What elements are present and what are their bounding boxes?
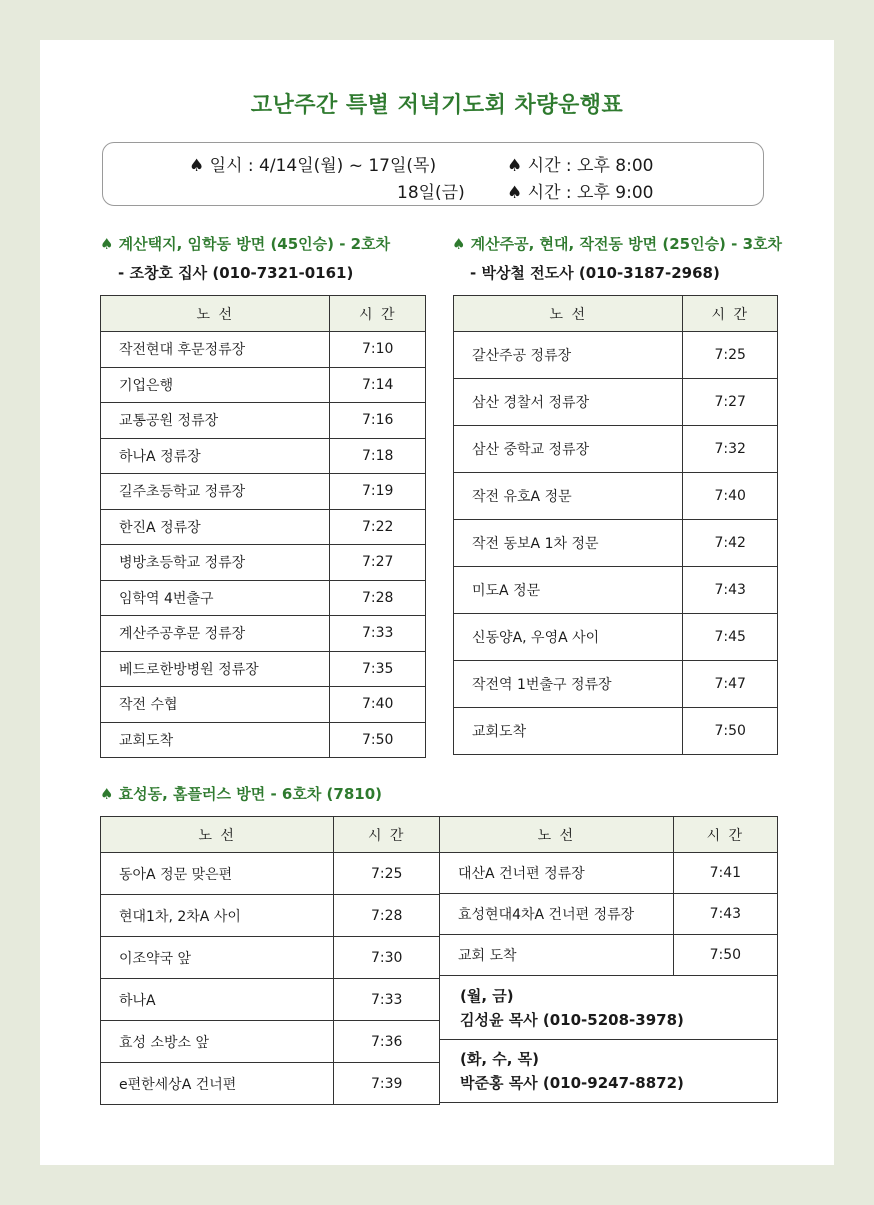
stop-time: 7:14 bbox=[330, 367, 426, 403]
table-row bbox=[440, 935, 778, 976]
table-row bbox=[101, 367, 426, 403]
table-header-row bbox=[101, 296, 426, 332]
driver-name: 김성윤 목사 (010-5208-3978) bbox=[460, 1010, 684, 1029]
table-row bbox=[101, 722, 426, 758]
stop-time: 7:30 bbox=[334, 937, 440, 979]
page bbox=[40, 40, 834, 1165]
driver-days: (월, 금) bbox=[460, 986, 514, 1005]
stop-name: 계산주공후문 정류장 bbox=[101, 616, 330, 652]
table-row bbox=[101, 438, 426, 474]
table-row bbox=[454, 332, 778, 379]
stop-name: 교통공원 정류장 bbox=[101, 403, 330, 439]
driver-days: (화, 수, 목) bbox=[460, 1050, 540, 1068]
schedule-time-friday: ♠ 시간 : 오후 9:00 bbox=[507, 183, 654, 203]
table-row bbox=[454, 614, 778, 661]
stop-time: 7:25 bbox=[334, 853, 440, 895]
stop-name: 교회도착 bbox=[454, 708, 683, 755]
stop-name: 갈산주공 정류장 bbox=[454, 332, 683, 379]
stop-time: 7:43 bbox=[673, 894, 777, 935]
table-row bbox=[101, 1063, 440, 1105]
stop-time: 7:50 bbox=[673, 935, 777, 976]
table-row bbox=[454, 567, 778, 614]
stop-name: 임학역 4번출구 bbox=[101, 580, 330, 616]
stop-time: 7:25 bbox=[683, 332, 778, 379]
route-header: 노 선 bbox=[101, 296, 330, 332]
stop-name: 효성 소방소 앞 bbox=[101, 1021, 334, 1063]
table-row bbox=[101, 687, 426, 723]
stop-name: 이조약국 앞 bbox=[101, 937, 334, 979]
page-title: 고난주간 특별 저녁기도회 차량운행표 bbox=[250, 93, 624, 118]
stop-time: 7:27 bbox=[330, 545, 426, 581]
stop-time: 7:43 bbox=[683, 567, 778, 614]
stop-name: 미도A 정문 bbox=[454, 567, 683, 614]
stop-name: 작전현대 후문정류장 bbox=[101, 332, 330, 368]
table-row bbox=[101, 403, 426, 439]
stop-name: 하나A bbox=[101, 979, 334, 1021]
stop-time: 7:22 bbox=[330, 509, 426, 545]
stop-time: 7:39 bbox=[334, 1063, 440, 1105]
table-row bbox=[101, 853, 440, 895]
stop-name: 길주초등학교 정류장 bbox=[101, 474, 330, 510]
stop-name: e편한세상A 건너편 bbox=[101, 1063, 334, 1105]
stop-time: 7:32 bbox=[683, 426, 778, 473]
route-header: 노 선 bbox=[454, 296, 683, 332]
time-header: 시 간 bbox=[673, 817, 777, 853]
stop-name: 삼산 중학교 정류장 bbox=[454, 426, 683, 473]
bus6-right-table bbox=[439, 816, 778, 1103]
route-header: 노 선 bbox=[440, 817, 674, 853]
bus6-left-table bbox=[100, 816, 440, 1105]
bus2-contact: - 조창호 집사 (010-7321-0161) bbox=[118, 264, 354, 282]
stop-time: 7:42 bbox=[683, 520, 778, 567]
stop-time: 7:28 bbox=[334, 895, 440, 937]
stop-name: 동아A 정문 맞은편 bbox=[101, 853, 334, 895]
bus2-title: ♠ 계산택지, 임학동 방면 (45인승) - 2호차 bbox=[100, 235, 391, 253]
time-header: 시 간 bbox=[334, 817, 440, 853]
stop-time: 7:36 bbox=[334, 1021, 440, 1063]
driver-note bbox=[440, 976, 778, 1040]
driver-note bbox=[440, 1040, 778, 1103]
time-header: 시 간 bbox=[683, 296, 778, 332]
stop-time: 7:28 bbox=[330, 580, 426, 616]
stop-name: 효성현대4차A 건너편 정류장 bbox=[440, 894, 674, 935]
table-row bbox=[454, 661, 778, 708]
stop-name: 현대1차, 2차A 사이 bbox=[101, 895, 334, 937]
stop-name: 교회도착 bbox=[101, 722, 330, 758]
schedule-date: ♠ 일시 : 4/14일(월) ~ 17일(목) bbox=[189, 156, 437, 176]
stop-name: 작전역 1번출구 정류장 bbox=[454, 661, 683, 708]
bus3-contact: - 박상철 전도사 (010-3187-2968) bbox=[470, 264, 720, 282]
stop-name: 하나A 정류장 bbox=[101, 438, 330, 474]
table-row bbox=[101, 545, 426, 581]
stop-name: 한진A 정류장 bbox=[101, 509, 330, 545]
table-header-row bbox=[440, 817, 778, 853]
stop-time: 7:33 bbox=[334, 979, 440, 1021]
stop-time: 7:27 bbox=[683, 379, 778, 426]
driver-name: 박준홍 목사 (010-9247-8872) bbox=[460, 1074, 684, 1092]
table-row bbox=[454, 426, 778, 473]
table-row bbox=[454, 473, 778, 520]
route-header: 노 선 bbox=[101, 817, 334, 853]
stop-name: 신동양A, 우영A 사이 bbox=[454, 614, 683, 661]
stop-time: 7:47 bbox=[683, 661, 778, 708]
stop-time: 7:19 bbox=[330, 474, 426, 510]
stop-time: 7:50 bbox=[683, 708, 778, 755]
stop-time: 7:45 bbox=[683, 614, 778, 661]
schedule-date-friday: 18일(금) bbox=[397, 183, 465, 203]
stop-time: 7:10 bbox=[330, 332, 426, 368]
stop-time: 7:41 bbox=[673, 853, 777, 894]
bus3-title: ♠ 계산주공, 현대, 작전동 방면 (25인승) - 3호차 bbox=[452, 235, 782, 253]
bus3-table bbox=[453, 295, 778, 755]
table-header-row bbox=[101, 817, 440, 853]
stop-name: 작전 수협 bbox=[101, 687, 330, 723]
stop-name: 병방초등학교 정류장 bbox=[101, 545, 330, 581]
table-row bbox=[101, 332, 426, 368]
bus6-title: ♠ 효성동, 홈플러스 방면 - 6호차 (7810) bbox=[100, 785, 382, 803]
stop-name: 교회 도착 bbox=[440, 935, 674, 976]
table-row bbox=[101, 509, 426, 545]
stop-time: 7:35 bbox=[330, 651, 426, 687]
stop-name: 기업은행 bbox=[101, 367, 330, 403]
stop-name: 작전 유호A 정문 bbox=[454, 473, 683, 520]
table-row bbox=[101, 474, 426, 510]
schedule-time: ♠ 시간 : 오후 8:00 bbox=[507, 156, 654, 176]
time-header: 시 간 bbox=[330, 296, 426, 332]
table-row bbox=[101, 651, 426, 687]
table-row bbox=[440, 894, 778, 935]
table-row bbox=[454, 379, 778, 426]
stop-name: 베드로한방병원 정류장 bbox=[101, 651, 330, 687]
schedule-box bbox=[102, 142, 764, 206]
table-row bbox=[101, 1021, 440, 1063]
table-row bbox=[101, 616, 426, 652]
stop-time: 7:40 bbox=[683, 473, 778, 520]
table-row bbox=[440, 853, 778, 894]
stop-time: 7:33 bbox=[330, 616, 426, 652]
table-row bbox=[101, 895, 440, 937]
driver-row bbox=[440, 976, 778, 1040]
table-row bbox=[101, 979, 440, 1021]
driver-row bbox=[440, 1040, 778, 1103]
stop-time: 7:50 bbox=[330, 722, 426, 758]
table-header-row bbox=[454, 296, 778, 332]
table-row bbox=[454, 520, 778, 567]
table-row bbox=[101, 580, 426, 616]
stop-time: 7:18 bbox=[330, 438, 426, 474]
stop-name: 대산A 건너편 정류장 bbox=[440, 853, 674, 894]
stop-time: 7:16 bbox=[330, 403, 426, 439]
bus2-table bbox=[100, 295, 426, 758]
table-row bbox=[454, 708, 778, 755]
stop-time: 7:40 bbox=[330, 687, 426, 723]
table-row bbox=[101, 937, 440, 979]
stop-name: 삼산 경찰서 정류장 bbox=[454, 379, 683, 426]
stop-name: 작전 동보A 1차 정문 bbox=[454, 520, 683, 567]
